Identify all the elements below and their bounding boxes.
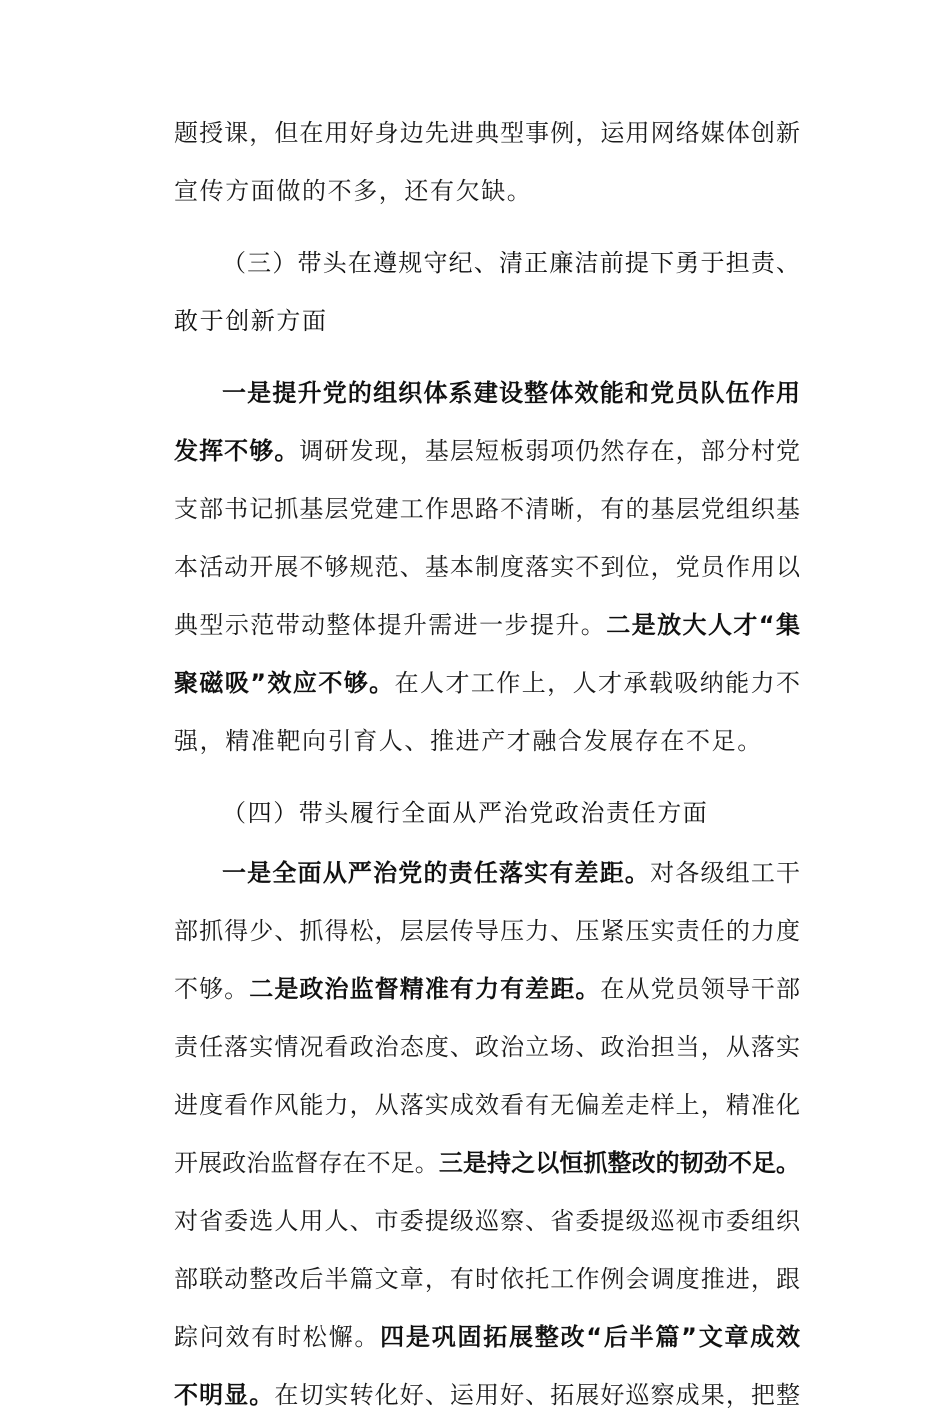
- body-line: 题授课，但在用好身边先进典型事例，运用网络媒体创新: [174, 119, 800, 147]
- body-line: 本活动开展不够规范、基本制度落实不到位，党员作用以: [174, 553, 800, 581]
- bold-point: 聚磁吸”效应不够。: [174, 669, 395, 697]
- body-line: 不明显。在切实转化好、运用好、拓展好巡察成果，把整: [174, 1381, 801, 1409]
- body-line: 不够。二是政治监督精准有力有差距。在从党员领导干部: [174, 975, 801, 1003]
- section-heading-4: （四）带头履行全面从严治党政治责任方面: [222, 799, 709, 827]
- body-line: 责任落实情况看政治态度、政治立场、政治担当，从落实: [174, 1033, 800, 1061]
- body-line: 宣传方面做的不多，还有欠缺。: [174, 177, 533, 205]
- bold-point: 三是持之以恒抓整改的韧劲不足。: [438, 1149, 801, 1177]
- bold-point: 一是提升党的组织体系建设整体效能和党员队伍作用: [222, 379, 800, 407]
- body-line: 踪问效有时松懈。四是巩固拓展整改“后半篇”文章成效: [174, 1323, 801, 1351]
- bold-point: 发挥不够。: [174, 437, 300, 465]
- body-line: 进度看作风能力，从落实成效看有无偏差走样上，精准化: [174, 1091, 800, 1119]
- bold-point: 一是全面从严治党的责任落实有差距。: [222, 859, 651, 887]
- body-line: 支部书记抓基层党建工作思路不清晰，有的基层党组织基: [174, 495, 800, 523]
- section-heading-3: （三）带头在遵规守纪、清正廉洁前提下勇于担责、: [222, 249, 800, 277]
- bold-point: 二是放大人才“集: [606, 611, 801, 639]
- bold-point: 二是政治监督精准有力有差距。: [249, 975, 601, 1003]
- body-line: 部抓得少、抓得松，层层传导压力、压紧压实责任的力度: [174, 917, 800, 945]
- body-line: 部联动整改后半篇文章，有时依托工作例会调度推进，跟: [174, 1265, 800, 1293]
- body-line: 典型示范带动整体提升需进一步提升。二是放大人才“集: [174, 611, 801, 639]
- body-line: 对省委选人用人、市委提级巡察、省委提级巡视市委组织: [174, 1207, 800, 1235]
- body-line: 发挥不够。调研发现，基层短板弱项仍然存在，部分村党: [174, 437, 801, 465]
- body-line: 开展政治监督存在不足。三是持之以恒抓整改的韧劲不足。: [174, 1149, 801, 1177]
- body-line: [174, 364, 800, 422]
- section-heading-3-cont: 敢于创新方面: [174, 307, 328, 335]
- bold-point: 四是巩固拓展整改“后半篇”文章成效: [380, 1323, 801, 1351]
- body-line: 一是全面从严治党的责任落实有差距。对各级组工干: [222, 859, 801, 887]
- bold-point: 不明显。: [174, 1381, 275, 1409]
- body-line: 聚磁吸”效应不够。在人才工作上，人才承载吸纳能力不: [174, 669, 800, 697]
- body-line: 强，精准靶向引育人、推进产才融合发展存在不足。: [174, 727, 763, 755]
- document-page: [174, 104, 800, 1424]
